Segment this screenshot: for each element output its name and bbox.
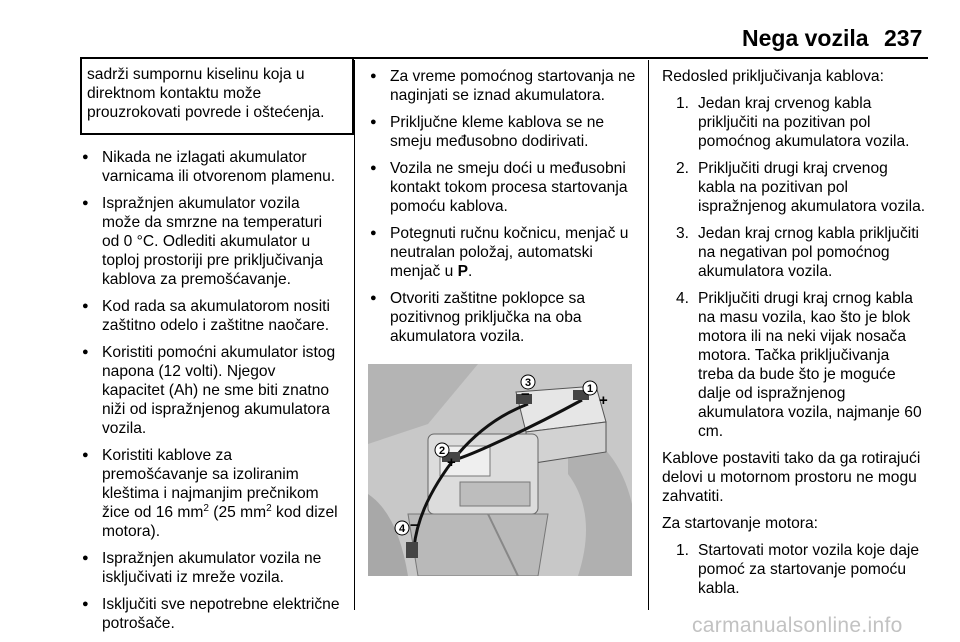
list-item — [662, 159, 928, 216]
step-text: Jedan kraj crvenog kabla priključiti na pozitivan pol pomoćnog akumulatora vozila. — [698, 95, 910, 150]
list-item-parking — [368, 224, 640, 281]
column-divider-2 — [648, 60, 649, 610]
list-item — [662, 224, 928, 281]
parking-text: Potegnuti ručnu kočnicu, menjač u neutralan položaj, automatski menjač u — [390, 225, 629, 280]
list-item: ● Vozila ne smeju doći u međusobni kontakt tokom procesa startovanja pomoću kablova. — [368, 159, 640, 216]
callout-3: 3 — [524, 377, 532, 389]
routing-paragraph: Kablove postaviti tako da ga rotirajući delovi u motornom prostoru ne mogu zahvatiti. — [662, 450, 921, 505]
connection-steps — [662, 94, 928, 441]
start-heading: Za startovanje motora: — [662, 515, 819, 532]
callout-2: 2 — [438, 445, 446, 457]
sign-1: + — [599, 392, 608, 409]
parking-end: . — [468, 263, 473, 280]
watermark: carmanualsonline.info — [692, 614, 903, 637]
step-text: Priključiti drugi kraj crvenog kabla na pozitivan pol ispražnjenog akumulatora vozila. — [698, 160, 926, 215]
sign-4: − — [410, 517, 419, 534]
column-1 — [80, 148, 342, 641]
list-item: ● Isključiti sve nepotrebne električne potrošače. — [80, 595, 342, 633]
list-item: ● Ispražnjen akumulator vozila ne isključivati iz mreže vozila. — [80, 549, 342, 587]
warning-text: sadrži sumpornu kiselinu koja u direktnom kontaktu može prouzrokovati povrede i oštećenja. — [87, 66, 325, 121]
column-divider-1 — [354, 60, 355, 610]
step-number: 1. — [676, 95, 690, 112]
list-item-cable-size — [80, 446, 342, 541]
sign-3: − — [521, 386, 530, 403]
list-item: ● Nikada ne izlagati akumulator varnicama ili otvorenom plamenu. — [80, 148, 342, 186]
start-steps — [662, 541, 928, 598]
list-item: ● Koristiti pomoćni akumulator istog napona (12 volti). Njegov kapacitet (Ah) ne sme biti znatno niži od ispražnjenog akumulatora vozila. — [80, 343, 342, 438]
safety-list — [80, 148, 342, 633]
cable-text-3: kod dizel motora). — [102, 504, 338, 540]
list-item: ● Otvoriti zaštitne poklopce sa pozitivnog priključka na oba akumulatora vozila. — [368, 289, 640, 346]
list-item — [662, 289, 928, 441]
page-header-title: Nega vozila — [742, 25, 869, 51]
jump-start-illustration — [368, 364, 632, 576]
engine-block — [408, 434, 548, 576]
step-text: Startovati motor vozila koje daje pomoć za startovanje pomoću kabla. — [698, 542, 920, 597]
list-item: ● Priključne kleme kablova se ne smeju međusobno dodirivati. — [368, 113, 640, 151]
step-text: Priključiti drugi kraj crnog kabla na masu vozila, kao što je blok motora ili na neki vijak nosača motora. Tačka priključivanja treba da bude što je moguće dalje od ispražnjenog akumulatora vozila, najmanje 60 cm. — [698, 290, 922, 440]
list-item: ● Kod rada sa akumulatorom nositi zaštitno odelo i zaštitne naočare. — [80, 297, 342, 335]
list-item: ● Za vreme pomoćnog startovanja ne naginjati se iznad akumulatora. — [368, 67, 640, 105]
procedure-list — [368, 67, 640, 346]
cable-text-2: (25 mm — [208, 504, 267, 521]
step-number: 2. — [676, 160, 690, 177]
column-3 — [662, 67, 928, 606]
step-text: Jedan kraj crnog kabla priključiti na negativan pol pomoćnog akumulatora vozila. — [698, 225, 920, 280]
superscript: 2 — [203, 502, 209, 514]
clamp-4 — [406, 542, 418, 558]
step-number: 3. — [676, 225, 690, 242]
page-number: 237 — [884, 25, 923, 51]
callout-1: 1 — [586, 383, 594, 395]
callout-4: 4 — [398, 523, 406, 535]
order-heading: Redosled priključivanja kablova: — [662, 68, 884, 85]
step-number: 1. — [676, 542, 690, 559]
list-item — [662, 541, 928, 598]
list-item — [662, 94, 928, 151]
list-item: ● Ispražnjen akumulator vozila može da smrzne na temperaturi od 0 °C. Odlediti akumulator u toploj prostoriji pre priključivanja kablova za premošćavanje. — [80, 194, 342, 289]
sign-2: + — [447, 454, 456, 471]
cable-text-1: Koristiti kablove za premošćavanje sa izoliranim kleštima i najmanjim prečnikom žice od 16 mm — [102, 447, 319, 521]
warning-box — [80, 59, 354, 135]
gear-p: P — [457, 263, 469, 280]
superscript: 2 — [266, 502, 272, 514]
column-2 — [368, 67, 640, 354]
step-number: 4. — [676, 290, 690, 307]
